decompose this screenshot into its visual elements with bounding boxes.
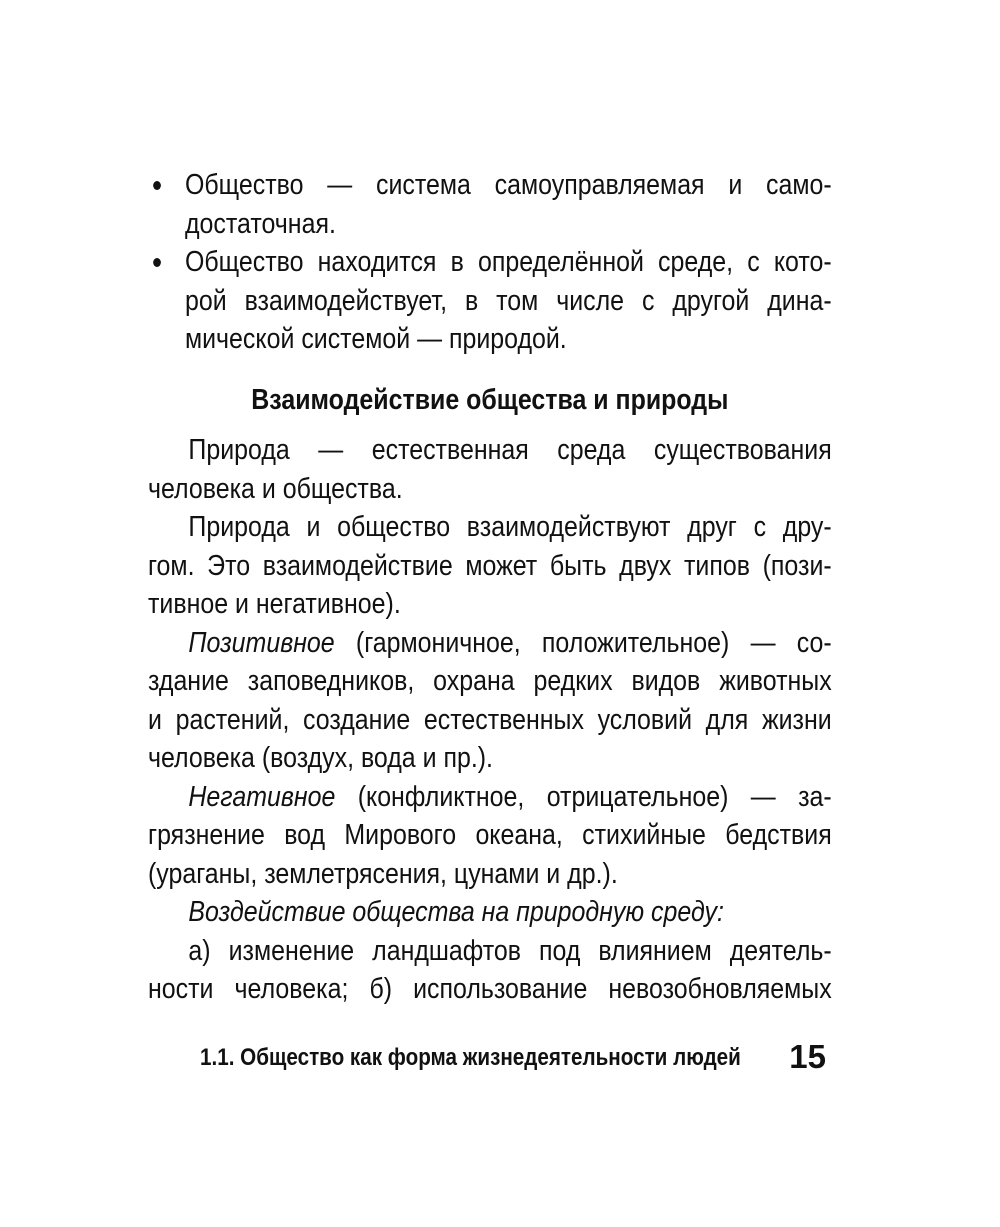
paragraph [148,431,832,508]
paragraph [148,624,832,778]
italic-term: Позитивное [188,626,335,659]
text-line: (ураганы, землетрясения, цунами и др.). [148,857,618,890]
text-line: и растений, создание естественных условий для жизни [148,703,832,736]
text-line: ности человека; б) использование невозобновляемых [148,973,832,1005]
text-line: гом. Это взаимодействие может быть двух типов (пози- [148,549,832,582]
text-line [148,893,832,932]
text-fragment: (гармоничное, положительное) — со- [334,626,832,659]
text-line: Природа и общество взаимодействуют друг с дру- [188,511,832,543]
text-line: человека и общества. [148,472,403,505]
text-line: Общество — система самоуправляемая и само- [184,169,832,201]
text-line: мической системой — природой. [184,323,567,355]
text-line [148,778,832,817]
page-content [148,166,832,1009]
page-number: 15 [789,1038,826,1075]
section-heading: Взаимодействие общества и природы [251,383,729,416]
text-line: грязнение вод Мирового океана, стихийные бедствия [148,819,832,851]
italic-heading: Воздействие общества на природную среду: [188,896,724,928]
text-line: рой взаимодействует, в том числе с другой дина- [184,284,832,317]
text-line [148,624,832,663]
italic-term: Негативное [188,780,336,813]
paragraph [148,932,832,1009]
paragraph [148,508,832,624]
paragraph [148,893,832,932]
running-title: 1.1. Общество как форма жизнедеятельности людей [200,1044,741,1071]
text-line: а) изменение ландшафтов под влиянием деятель- [188,934,832,967]
text-fragment: (конфликтное, отрицательное) — за- [335,780,832,813]
text-line: здание заповедников, охрана редких видов животных [148,665,832,697]
paragraph [148,778,832,894]
text-line: Общество находится в определённой среде, с кото- [184,246,832,278]
bullet-item [148,243,832,359]
text-line: Природа — естественная среда существования [188,434,832,466]
text-line: человека (воздух, вода и пр.). [148,742,493,774]
bullet-item [148,166,832,243]
page-footer [200,1038,830,1078]
text-line: достаточная. [184,207,336,240]
text-line: тивное и негативное). [148,588,401,620]
